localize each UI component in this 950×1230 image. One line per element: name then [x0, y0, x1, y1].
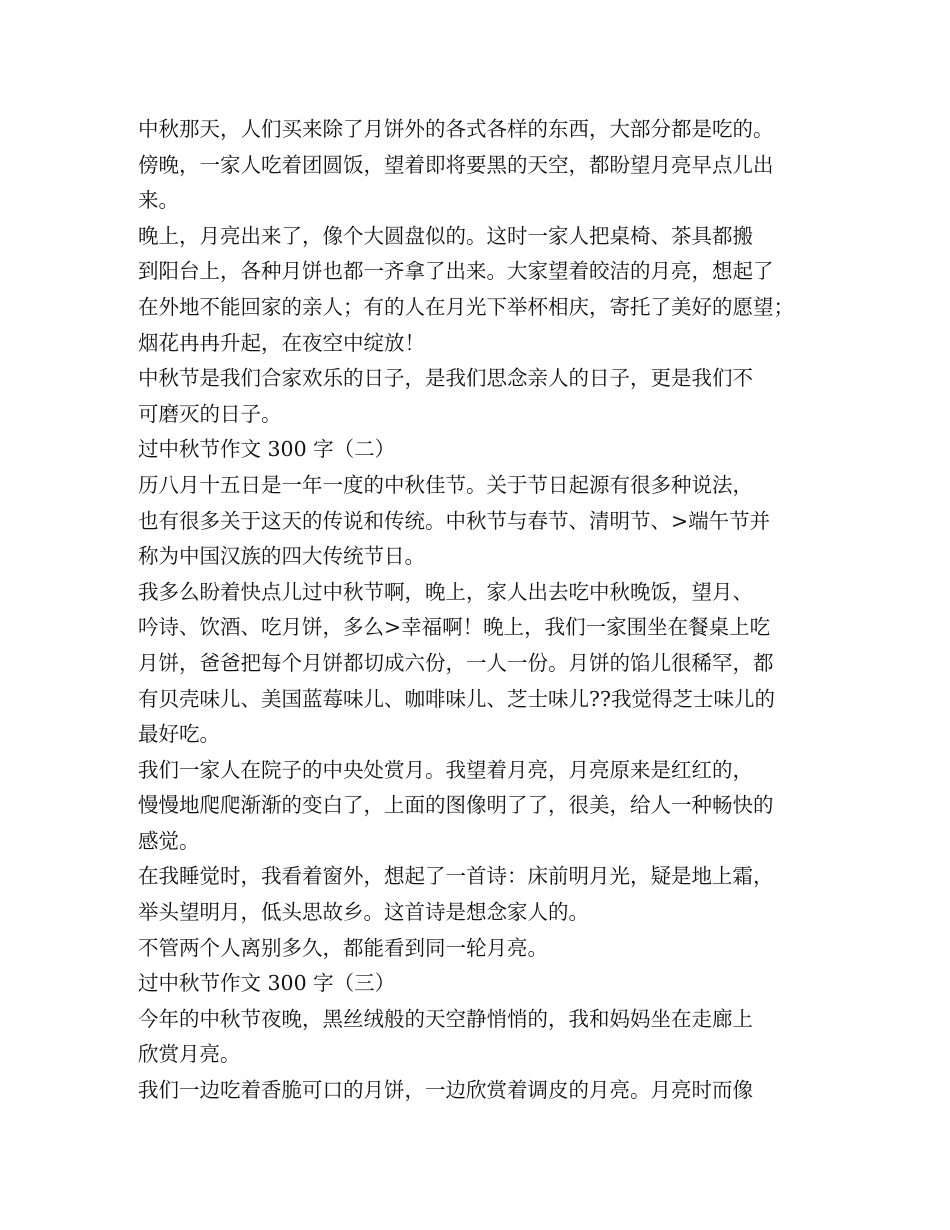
- text-line: 有贝壳味儿、美国蓝莓味儿、咖啡味儿、芝士味儿??我觉得芝士味儿的: [138, 686, 775, 711]
- essay-body: [138, 112, 828, 1109]
- text-line: 晚上，月亮出来了，像个大圆盘似的。这时一家人把桌椅、茶具都搬: [138, 223, 753, 248]
- text-line: 傍晚，一家人吃着团圆饭，望着即将要黑的天空，都盼望月亮早点儿出: [138, 152, 774, 177]
- text-line: 也有很多关于这天的传说和传统。中秋节与春节、清明节、>端午节并: [138, 508, 771, 533]
- text-line: 在我睡觉时，我看着窗外，想起了一首诗：床前明月光，疑是地上霜，: [138, 864, 774, 889]
- text-line: 在外地不能回家的亲人；有的人在月光下举杯相庆，寄托了美好的愿望；: [138, 294, 794, 319]
- text-line: 烟花冉冉升起，在夜空中绽放！: [138, 330, 425, 355]
- section-heading: 过中秋节作文 300 字（三）: [138, 971, 396, 996]
- text-line: 中秋那天，人们买来除了月饼外的各式各样的东西，大部分都是吃的。: [138, 117, 774, 141]
- text-line: 到阳台上，各种月饼也都一齐拿了出来。大家望着皎洁的月亮，想起了: [138, 259, 774, 284]
- text-line: 称为中国汉族的四大传统节日。: [138, 544, 425, 569]
- text-line: 吟诗、饮酒、吃月饼，多么>幸福啊！晚上，我们一家围坐在餐桌上吃: [138, 615, 771, 640]
- text-line: 我们一边吃着香脆可口的月饼，一边欣赏着调皮的月亮。月亮时而像: [138, 1078, 753, 1103]
- text-line: 今年的中秋节夜晚，黑丝绒般的天空静悄悄的，我和妈妈坐在走廊上: [138, 1006, 753, 1031]
- text-line: 欣赏月亮。: [138, 1042, 241, 1067]
- text-line: 慢慢地爬爬渐渐的变白了，上面的图像明了了，很美，给人一种畅快的: [138, 793, 774, 818]
- text-line: 举头望明月，低头思故乡。这首诗是想念家人的。: [138, 900, 589, 925]
- text-line: 月饼，爸爸把每个月饼都切成六份，一人一份。月饼的馅儿很稀罕，都: [138, 650, 774, 675]
- section-heading: 过中秋节作文 300 字（二）: [138, 437, 396, 462]
- text-line: 来。: [138, 188, 179, 213]
- text-line: 感觉。: [138, 828, 200, 853]
- text-line: 可磨灭的日子。: [138, 401, 282, 426]
- text-line: 中秋节是我们合家欢乐的日子，是我们思念亲人的日子，更是我们不: [138, 366, 753, 391]
- text-line: 我多么盼着快点儿过中秋节啊，晚上，家人出去吃中秋晚饭，望月、: [138, 579, 753, 604]
- text-line: 不管两个人离别多久，都能看到同一轮月亮。: [138, 935, 548, 960]
- text-line: 历八月十五日是一年一度的中秋佳节。关于节日起源有很多种说法，: [138, 472, 753, 497]
- text-line: 我们一家人在院子的中央处赏月。我望着月亮，月亮原来是红红的，: [138, 757, 753, 782]
- text-line: 最好吃。: [138, 722, 220, 747]
